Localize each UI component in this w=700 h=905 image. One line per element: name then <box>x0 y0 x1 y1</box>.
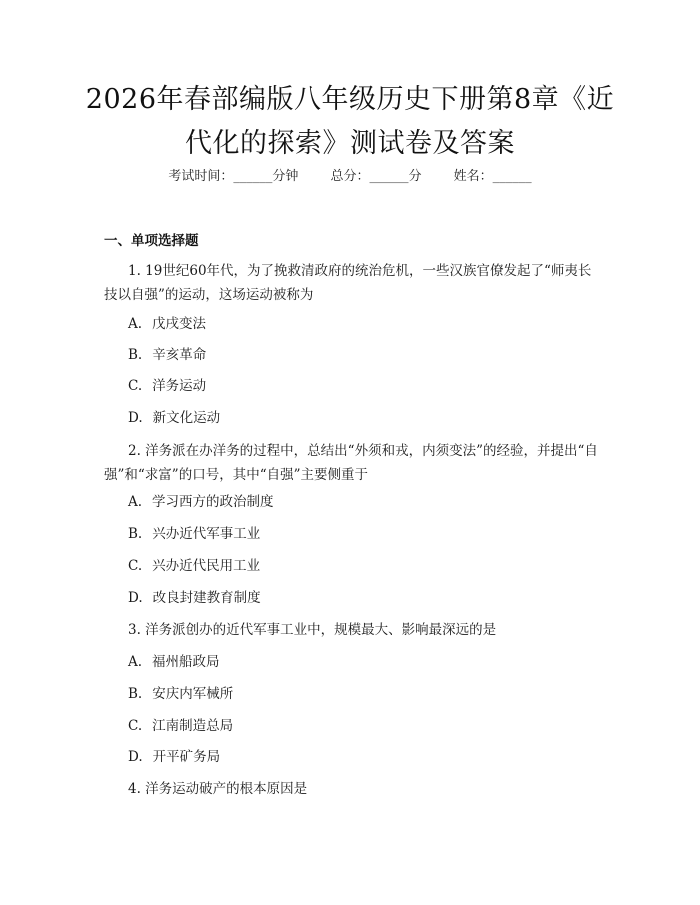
option-text: 开平矿务局 <box>152 749 221 765</box>
option-1b <box>128 345 206 365</box>
option-1c <box>128 376 206 396</box>
question-1: 1. 19世纪60年代，为了挽救清政府的统治危机，一些汉族官僚发起了“师夷长技以自强”的运动，这场运动被称为 <box>104 263 592 303</box>
option-text: 安庆内军械所 <box>152 686 234 702</box>
question-4: 4. 洋务运动破产的根本原因是 <box>128 781 308 797</box>
option-text: 洋务运动 <box>152 378 207 394</box>
option-letter: D. <box>128 590 143 606</box>
option-2a <box>128 492 274 512</box>
option-letter: D. <box>128 410 143 426</box>
option-3b <box>128 684 233 704</box>
option-letter: B. <box>128 347 143 363</box>
option-text: 新文化运动 <box>152 410 221 426</box>
option-1d <box>128 408 220 428</box>
option-2c <box>128 556 260 576</box>
option-3c <box>128 716 233 736</box>
option-1a <box>128 314 206 334</box>
option-2d <box>128 588 261 608</box>
option-letter: A. <box>128 316 143 332</box>
option-3d <box>128 747 220 767</box>
exam-meta <box>0 167 700 187</box>
question-2: 2. 洋务派在办洋务的过程中，总结出“外须和戎，内须变法”的经验，并提出“自强”和“求富”的口号，其中“自强”主要侧重于 <box>104 443 598 483</box>
option-letter: B. <box>128 686 143 702</box>
option-3a <box>128 652 220 672</box>
title-line-1: 2026年春部编版八年级历史下册第8章《近 <box>85 84 615 115</box>
option-2b <box>128 524 260 544</box>
exam-time-field: 考试时间：______分钟 <box>168 169 299 184</box>
option-text: 学习西方的政治制度 <box>152 494 274 510</box>
option-letter: C. <box>128 558 143 574</box>
option-letter: A. <box>128 654 143 670</box>
option-letter: A. <box>128 494 143 510</box>
option-text: 兴办近代民用工业 <box>152 558 261 574</box>
total-score-field: 总分：______分 <box>330 169 422 184</box>
option-letter: D. <box>128 749 143 765</box>
option-letter: B. <box>128 526 143 542</box>
option-text: 福州船政局 <box>152 654 220 670</box>
section-title: 一、单项选择题 <box>104 233 199 249</box>
option-text: 辛亥革命 <box>152 347 207 363</box>
title-line-2: 代化的探索》测试卷及答案 <box>185 128 515 159</box>
option-letter: C. <box>128 378 143 394</box>
option-text: 改良封建教育制度 <box>152 590 261 606</box>
question-3: 3. 洋务派创办的近代军事工业中，规模最大、影响最深远的是 <box>128 622 497 638</box>
option-text: 江南制造总局 <box>152 718 234 734</box>
student-name-field: 姓名：______ <box>453 169 532 184</box>
document-title <box>70 78 630 166</box>
option-text: 戊戌变法 <box>152 316 207 332</box>
option-letter: C. <box>128 718 143 734</box>
option-text: 兴办近代军事工业 <box>152 526 261 542</box>
